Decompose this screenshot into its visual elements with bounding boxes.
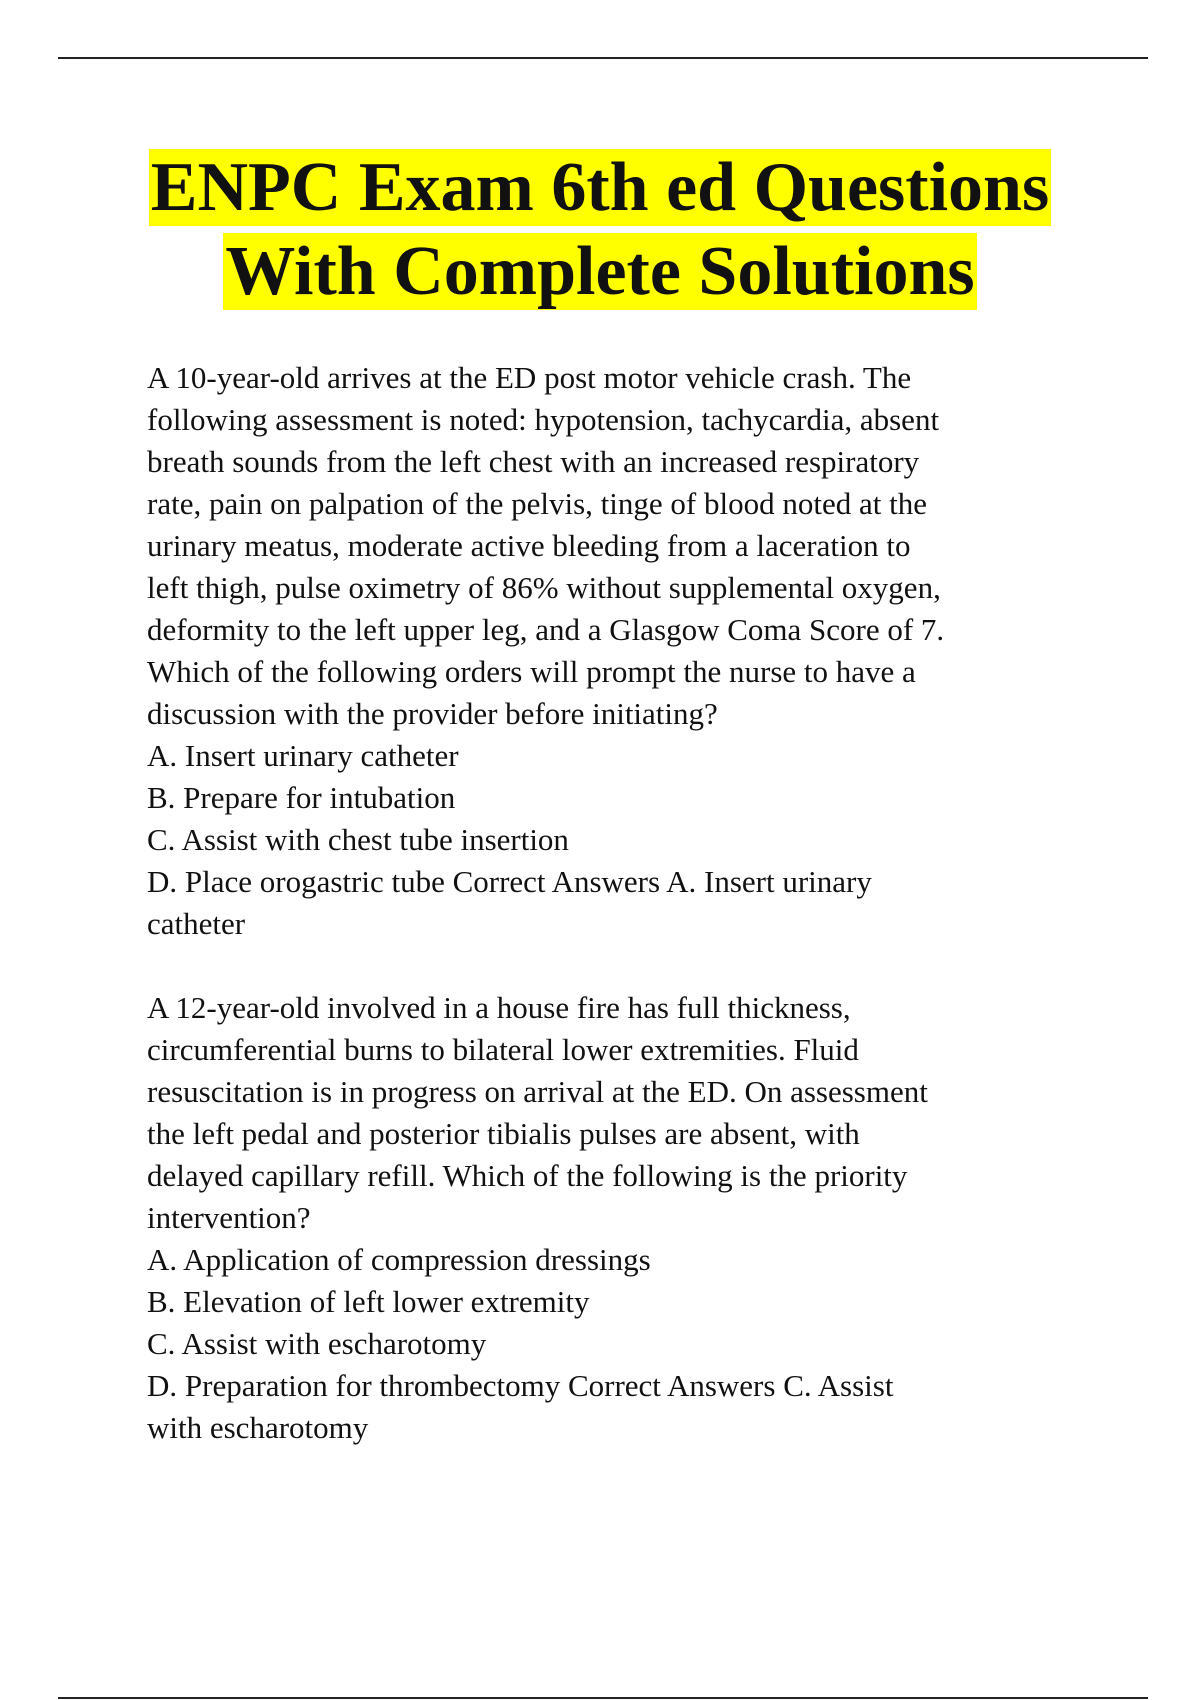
question-1 — [147, 357, 1147, 945]
question-line: breath sounds from the left chest with an increased respiratory — [147, 444, 920, 479]
question-line: D. Place orogastric tube Correct Answers A. Insert urinary — [147, 864, 872, 899]
question-line: C. Assist with chest tube insertion — [147, 822, 569, 857]
question-line: urinary meatus, moderate active bleeding from a laceration to — [147, 528, 911, 563]
question-line: the left pedal and posterior tibialis pulses are absent, with — [147, 1116, 860, 1151]
question-line: rate, pain on palpation of the pelvis, tinge of blood noted at the — [147, 486, 927, 521]
question-line: deformity to the left upper leg, and a Glasgow Coma Score of 7. — [147, 612, 945, 647]
question-line: A. Insert urinary catheter — [147, 738, 459, 773]
question-line: delayed capillary refill. Which of the following is the priority — [147, 1158, 908, 1193]
header-rule — [58, 57, 1148, 59]
question-line: with escharotomy — [147, 1410, 369, 1445]
title-line-2: With Complete Solutions — [225, 233, 975, 310]
question-line: following assessment is noted: hypotension, tachycardia, absent — [147, 402, 940, 437]
question-line: A. Application of compression dressings — [147, 1242, 651, 1277]
title-line-1: ENPC Exam 6th ed Questions — [150, 149, 1050, 226]
question-line: circumferential burns to bilateral lower extremities. Fluid — [147, 1032, 859, 1067]
question-line: A 10-year-old arrives at the ED post motor vehicle crash. The — [147, 360, 912, 395]
question-line: resuscitation is in progress on arrival at the ED. On assessment — [147, 1074, 928, 1109]
footer-rule — [58, 1697, 1148, 1699]
question-line: A 12-year-old involved in a house fire has full thickness, — [147, 990, 851, 1025]
question-2 — [147, 987, 1147, 1449]
question-line: C. Assist with escharotomy — [147, 1326, 487, 1361]
page-title — [0, 146, 1200, 314]
question-line: intervention? — [147, 1200, 311, 1235]
question-line: B. Elevation of left lower extremity — [147, 1284, 590, 1319]
question-line: discussion with the provider before initiating? — [147, 696, 718, 731]
question-line: catheter — [147, 906, 246, 941]
question-line: D. Preparation for thrombectomy Correct Answers C. Assist — [147, 1368, 894, 1403]
question-line: Which of the following orders will prompt the nurse to have a — [147, 654, 916, 689]
question-line: left thigh, pulse oximetry of 86% without supplemental oxygen, — [147, 570, 941, 605]
question-line: B. Prepare for intubation — [147, 780, 456, 815]
